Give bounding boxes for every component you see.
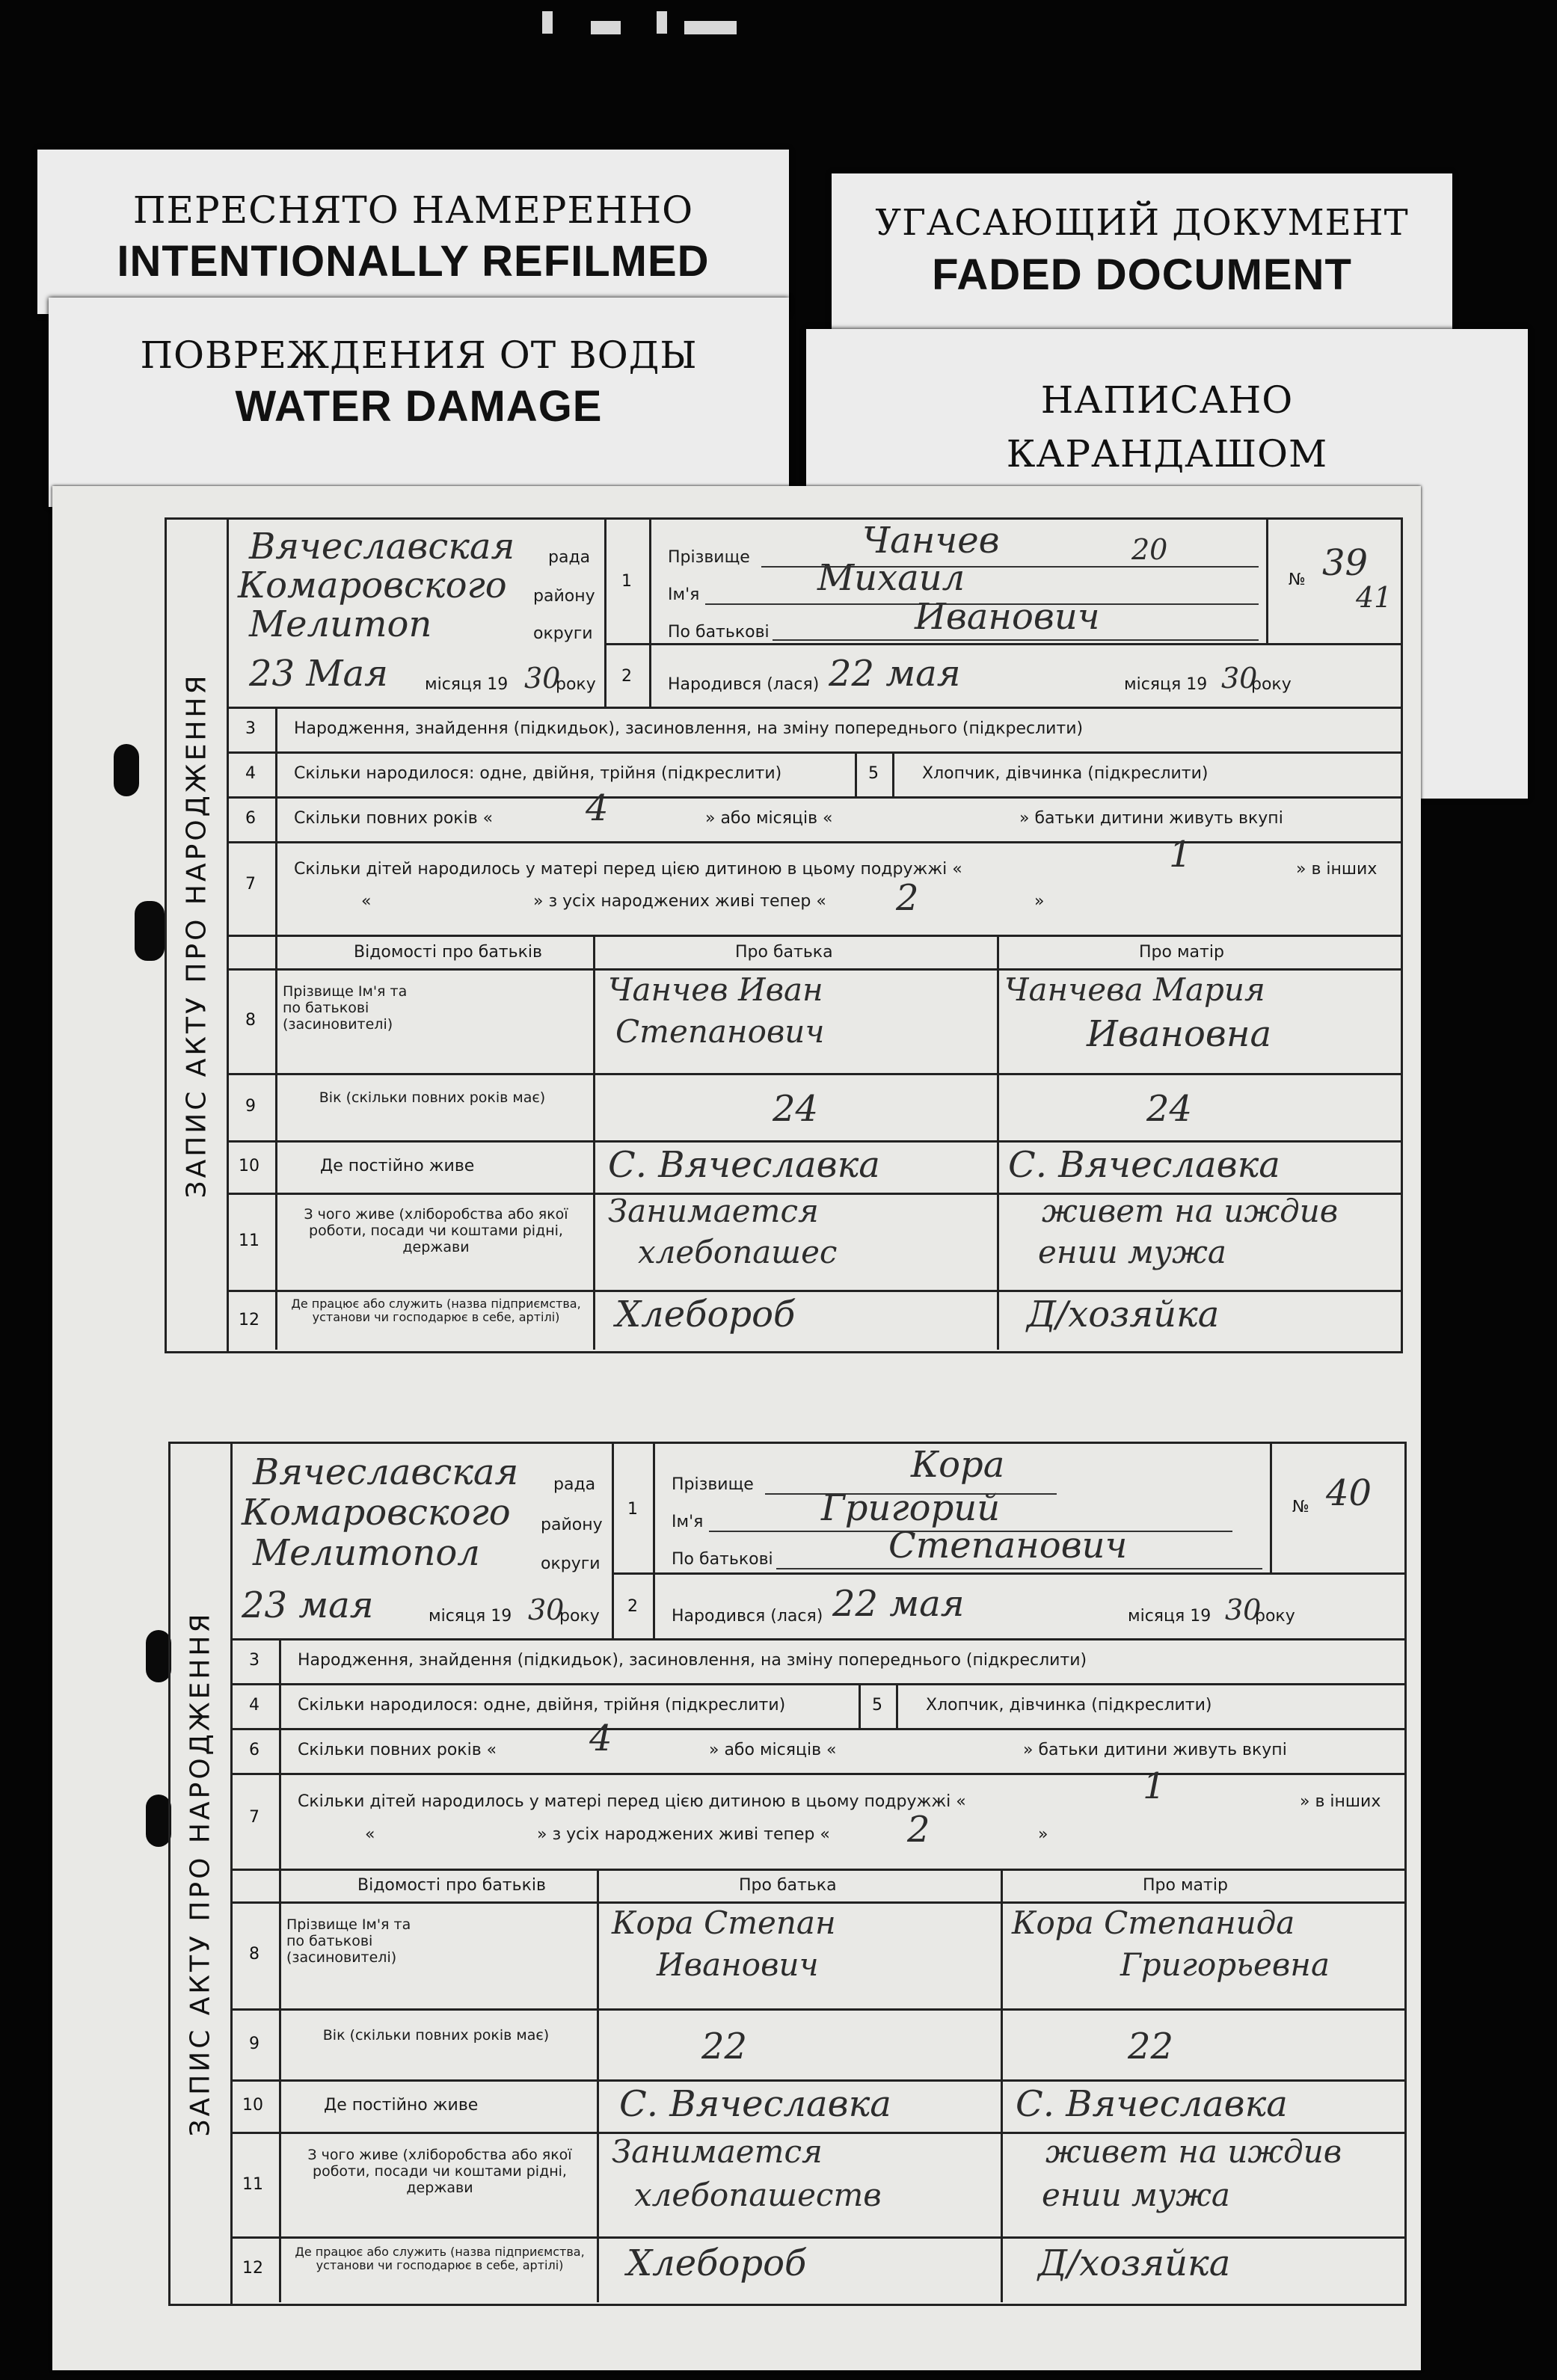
father-residence: С. Вячеславка bbox=[619, 2083, 891, 2125]
binder-hole bbox=[146, 1795, 171, 1847]
raion-value: Комаровского bbox=[242, 1492, 511, 1534]
row7-label-e: » bbox=[1034, 892, 1045, 911]
father-residence: С. Вячеславка bbox=[608, 1144, 880, 1186]
birth-record-form-2: ЗАПИС АКТУ ПРО НАРОДЖЕННЯ Вячеславская рада Комаровского району Мелитопол округи 23 мая місяця 19 30 року 1 2 Прізвище Кора Ім'я Григорий По батькові Степанович № 40 Народився (лася) 22 мая місяця 19 30 року 3 Народження, знайдення (підкидьок), засиновлення, на зміну попереднього (підкреслити) 4 Скільки народилося: одне, двійня, трійня (підкреслити) 5 Хлопчик, дівчинка (підкреслити) 6 Скільки повних років « 4 » або місяців « » батьки дитини живуть вкупі 7 Скільки дітей народилось у матері перед цією дитиною в цьому подружжі « 1 » в інших « » з усіх народжених живі тепер « 2 » Відомості про батьків Про батька Про матір 8 Прізвище Ім'я та по батькові (засиновителі) Кора Степан Иванович Кора Степанида Григорьевна 9 Вік (скільки повних років має) 22 22 10 Де постійно живе С. Вячеславка С. Вячеславка 11 З чого живе (хліборобства або якої роботи, посади чи коштами рідні, держави Занимается хлебопашеств живет на иждив ении мужа 12 Де працює або служить (назва підприємства, установи чи господарює в себе, артілі) Хлебороб Д/хозяйка bbox=[168, 1442, 1407, 2306]
patronymic-value: Степанович bbox=[888, 1525, 1128, 1566]
header-mother: Про матір bbox=[1139, 943, 1224, 962]
row12-label: Де працює або служить (назва підприємства, установи чи господарює в себе, артілі) bbox=[291, 1297, 581, 1324]
father-name-2: Иванович bbox=[657, 1946, 819, 1983]
row7-label-d: » з усіх народжених живі тепер « bbox=[533, 892, 826, 911]
row7-label-d: » з усіх народжених живі тепер « bbox=[537, 1825, 830, 1844]
mother-residence: С. Вячеславка bbox=[1016, 2083, 1288, 2125]
top-film-mark bbox=[657, 11, 667, 34]
father-name-1: Кора Степан bbox=[612, 1904, 836, 1941]
header-father: Про батька bbox=[735, 943, 833, 962]
born-label: Народився (лася) bbox=[668, 675, 820, 694]
roku-label: року bbox=[1255, 1607, 1295, 1626]
rada-value: Вячеславская bbox=[253, 1451, 519, 1493]
surname-mark: 20 bbox=[1131, 533, 1168, 566]
misiatsia-label: місяця 19 bbox=[425, 675, 509, 694]
children-before: 1 bbox=[1169, 834, 1192, 876]
okrug-label: округи bbox=[533, 624, 593, 643]
header-parents-info: Відомості про батьків bbox=[357, 1876, 546, 1895]
patronymic-value: Иванович bbox=[915, 596, 1100, 638]
mother-name-1: Чанчева Мария bbox=[1004, 971, 1265, 1008]
row6-label-c: » батьки дитини живуть вкупі bbox=[1019, 809, 1283, 828]
row6-label-a: Скільки повних років « bbox=[298, 1741, 497, 1759]
row6-label-b: » або місяців « bbox=[709, 1741, 837, 1759]
mother-age: 22 bbox=[1128, 2026, 1174, 2067]
no-label: № bbox=[1292, 1498, 1309, 1516]
row8-label: Прізвище Ім'я та по батькові (засиновителі) bbox=[286, 1916, 411, 1966]
birth-record-form-1: ЗАПИС АКТУ ПРО НАРОДЖЕННЯ Вячеславская рада Комаровского району Мелитоп округи 23 Мая місяця 19 30 року 1 2 Прізвище Чанчев 20 Ім'я Михаил По батькові Иванович № 39 41 Народився (лася) 22 мая місяця 19 30 року 3 Народження, знайдення (підкидьок), засиновлення, на зміну попереднього (підкреслити) 4 Скільки народилося: одне, двійня, трійня (підкреслити) 5 Хлопчик, дівчинка (підкреслити) 6 Скільки повних років « 4 » або місяців « » батьки дитини живуть вкупі 7 Скільки дітей народилось у матері перед цією дитиною в цьому подружжі « 1 » в інших « » з усіх народжених живі тепер « 2 » Відомості про батьків Про батька Про матір 8 Прізвище Ім'я та по батькові (засиновителі) Чанчев Иван Степанович Чанчева Мария Ивановна 9 Вік (скільки повних років має) 24 24 10 Де постійно живе С. Вячеславка С. Вячеславка 11 З чого живе (хліборобства або якої роботи, посади чи коштами рідні, держави Занимается хлебопашес живет на иждив ении мужа 12 Де працює або служить (назва підприємства, установи чи господарює в себе, артілі) Хлебороб Д/хозяйка bbox=[165, 517, 1403, 1353]
surname-value: Чанчев bbox=[862, 520, 1000, 562]
father-living-1: Занимается bbox=[612, 2133, 823, 2170]
notice-en-text: INTENTIONALLY REFILMED bbox=[117, 237, 710, 286]
row7-label-b: » в інших bbox=[1300, 1792, 1381, 1811]
top-film-mark bbox=[591, 21, 621, 34]
born-day: 22 мая bbox=[832, 1583, 965, 1625]
patronymic-label: По батькові bbox=[668, 623, 770, 642]
row3-label: Народження, знайдення (підкидьок), засиновлення, на зміну попереднього (підкреслити) bbox=[294, 719, 1084, 738]
rada-label: рада bbox=[553, 1475, 596, 1494]
father-living-2: хлебопашес bbox=[638, 1234, 838, 1270]
born-day: 22 мая bbox=[829, 653, 961, 695]
row7-label-c: « bbox=[361, 892, 372, 911]
row7-label-a: Скільки дітей народилось у матері перед цією дитиною в цьому подружжі « bbox=[294, 860, 962, 879]
registration-day: 23 Мая bbox=[249, 653, 388, 695]
row6-label-c: » батьки дитини живуть вкупі bbox=[1023, 1741, 1287, 1759]
row6-label-b: » або місяців « bbox=[705, 809, 833, 828]
mother-name-2: Григорьевна bbox=[1120, 1946, 1330, 1983]
notice-ru-text: КАРАНДАШОМ bbox=[1006, 432, 1328, 476]
row7-label-b: » в інших bbox=[1296, 860, 1378, 879]
record-number-sub: 41 bbox=[1356, 581, 1392, 614]
rada-value: Вячеславская bbox=[249, 526, 515, 568]
first-name-label: Ім'я bbox=[672, 1513, 704, 1531]
header-parents-info: Відомості про батьків bbox=[354, 943, 542, 962]
row7-label-a: Скільки дітей народилось у матері перед цією дитиною в цьому подружжі « bbox=[298, 1792, 966, 1811]
raion-value: Комаровского bbox=[238, 565, 507, 606]
born-label: Народився (лася) bbox=[672, 1607, 823, 1626]
notice-en-text: WATER DAMAGE bbox=[235, 382, 603, 431]
no-label: № bbox=[1289, 571, 1306, 589]
top-film-mark bbox=[542, 11, 553, 34]
registration-year: 30 bbox=[528, 1593, 565, 1626]
row12-label: Де працює або служить (назва підприємства, установи чи господарює в себе, артілі) bbox=[295, 2245, 585, 2272]
top-film-mark bbox=[684, 21, 737, 34]
notice-ru-text: НАПИСАНО bbox=[1040, 378, 1294, 422]
binder-hole bbox=[146, 1630, 171, 1682]
row11-label: З чого живе (хліборобства або якої роботи, посади чи коштами рідні, держави bbox=[307, 2147, 572, 2196]
mother-name-2: Ивановна bbox=[1087, 1013, 1272, 1055]
misiatsia-label: місяця 19 bbox=[1128, 1607, 1211, 1626]
father-age: 24 bbox=[773, 1088, 819, 1130]
mother-name-1: Кора Степанида bbox=[1012, 1904, 1295, 1941]
father-work: Хлебороб bbox=[615, 1294, 796, 1335]
surname-label: Прізвище bbox=[668, 548, 750, 567]
form-side-title: ЗАПИС АКТУ ПРО НАРОДЖЕННЯ bbox=[167, 520, 229, 1351]
row5-label: Хлопчик, дівчинка (підкреслити) bbox=[926, 1696, 1212, 1715]
mother-living-2: ении мужа bbox=[1042, 2177, 1230, 2213]
misiatsia-label: місяця 19 bbox=[1124, 675, 1208, 694]
father-name-2: Степанович bbox=[615, 1013, 825, 1050]
years-together: 4 bbox=[589, 1718, 612, 1759]
row7-label-e: » bbox=[1038, 1825, 1048, 1844]
father-name-1: Чанчев Иван bbox=[608, 971, 823, 1008]
row5-label: Хлопчик, дівчинка (підкреслити) bbox=[922, 764, 1209, 783]
misiatsia-label: місяця 19 bbox=[429, 1607, 512, 1626]
surname-value: Кора bbox=[911, 1444, 1005, 1486]
living-now: 2 bbox=[907, 1809, 930, 1851]
registration-day: 23 мая bbox=[242, 1584, 374, 1626]
roku-label: року bbox=[559, 1607, 600, 1626]
row7-label-c: « bbox=[365, 1825, 375, 1844]
notice-water-damage bbox=[49, 298, 789, 507]
notice-ru-text: УГАСАЮЩИЙ ДОКУМЕНТ bbox=[875, 202, 1409, 244]
first-name-value: Михаил bbox=[817, 557, 965, 599]
row9-label: Вік (скільки повних років має) bbox=[322, 2027, 550, 2044]
years-together: 4 bbox=[586, 787, 609, 829]
binder-hole bbox=[114, 744, 139, 796]
row11-label: З чого живе (хліборобства або якої роботи, посади чи коштами рідні, держави bbox=[304, 1206, 568, 1255]
row10-label: Де постійно живе bbox=[324, 2096, 479, 2115]
registration-year: 30 bbox=[524, 662, 561, 695]
notice-intentionally-refilmed bbox=[37, 150, 789, 314]
roku-label: року bbox=[556, 675, 596, 694]
row8-label: Прізвище Ім'я та по батькові (засиновителі) bbox=[283, 983, 408, 1033]
rada-label: рада bbox=[548, 548, 591, 567]
father-living-2: хлебопашеств bbox=[634, 2177, 882, 2213]
form-side-title: ЗАПИС АКТУ ПРО НАРОДЖЕННЯ bbox=[171, 1444, 233, 2304]
row6-label-a: Скільки повних років « bbox=[294, 809, 494, 828]
first-name-value: Григорий bbox=[821, 1487, 1001, 1529]
living-now: 2 bbox=[896, 877, 919, 919]
mother-work: Д/хозяйка bbox=[1027, 1294, 1220, 1335]
raion-label: району bbox=[533, 587, 595, 606]
notice-en-text: FADED DOCUMENT bbox=[932, 250, 1352, 299]
binder-hole bbox=[135, 901, 165, 961]
okrug-value: Мелитопол bbox=[253, 1532, 480, 1574]
row10-label: Де постійно живе bbox=[320, 1157, 475, 1175]
notice-ru-text: ПОВРЕЖДЕНИЯ ОТ ВОДЫ bbox=[140, 333, 698, 377]
first-name-label: Ім'я bbox=[668, 585, 700, 604]
mother-age: 24 bbox=[1146, 1088, 1193, 1130]
father-age: 22 bbox=[701, 2026, 748, 2067]
row9-label: Вік (скільки повних років має) bbox=[319, 1089, 546, 1106]
patronymic-label: По батькові bbox=[672, 1550, 773, 1569]
mother-residence: С. Вячеславка bbox=[1008, 1144, 1280, 1186]
okrug-label: округи bbox=[541, 1555, 601, 1573]
row4-label: Скільки народилося: одне, двійня, трійня (підкреслити) bbox=[298, 1696, 786, 1715]
surname-label: Прізвище bbox=[672, 1475, 754, 1494]
raion-label: району bbox=[541, 1516, 603, 1534]
notice-faded-document bbox=[832, 173, 1452, 345]
row3-label: Народження, знайдення (підкидьок), засиновлення, на зміну попереднього (підкреслити) bbox=[298, 1651, 1087, 1670]
notice-ru-text: ПЕРЕСНЯТО НАМЕРЕННО bbox=[132, 188, 694, 232]
father-work: Хлебороб bbox=[627, 2242, 807, 2284]
record-number: 40 bbox=[1326, 1472, 1372, 1514]
mother-living-1: живет на иждив bbox=[1042, 1193, 1339, 1229]
document-sheet bbox=[52, 486, 1421, 2370]
mother-living-2: ении мужа bbox=[1038, 1234, 1226, 1270]
header-father: Про батька bbox=[739, 1876, 837, 1895]
mother-work: Д/хозяйка bbox=[1038, 2242, 1231, 2284]
born-year: 30 bbox=[1225, 1593, 1262, 1626]
born-year: 30 bbox=[1221, 662, 1258, 695]
header-mother: Про матір bbox=[1143, 1876, 1228, 1895]
okrug-value: Мелитоп bbox=[249, 603, 432, 645]
children-before: 1 bbox=[1143, 1765, 1166, 1807]
record-number: 39 bbox=[1322, 542, 1369, 584]
row4-label: Скільки народилося: одне, двійня, трійня (підкреслити) bbox=[294, 764, 782, 783]
mother-living-1: живет на иждив bbox=[1045, 2133, 1342, 2170]
father-living-1: Занимается bbox=[608, 1193, 819, 1229]
roku-label: року bbox=[1251, 675, 1292, 694]
